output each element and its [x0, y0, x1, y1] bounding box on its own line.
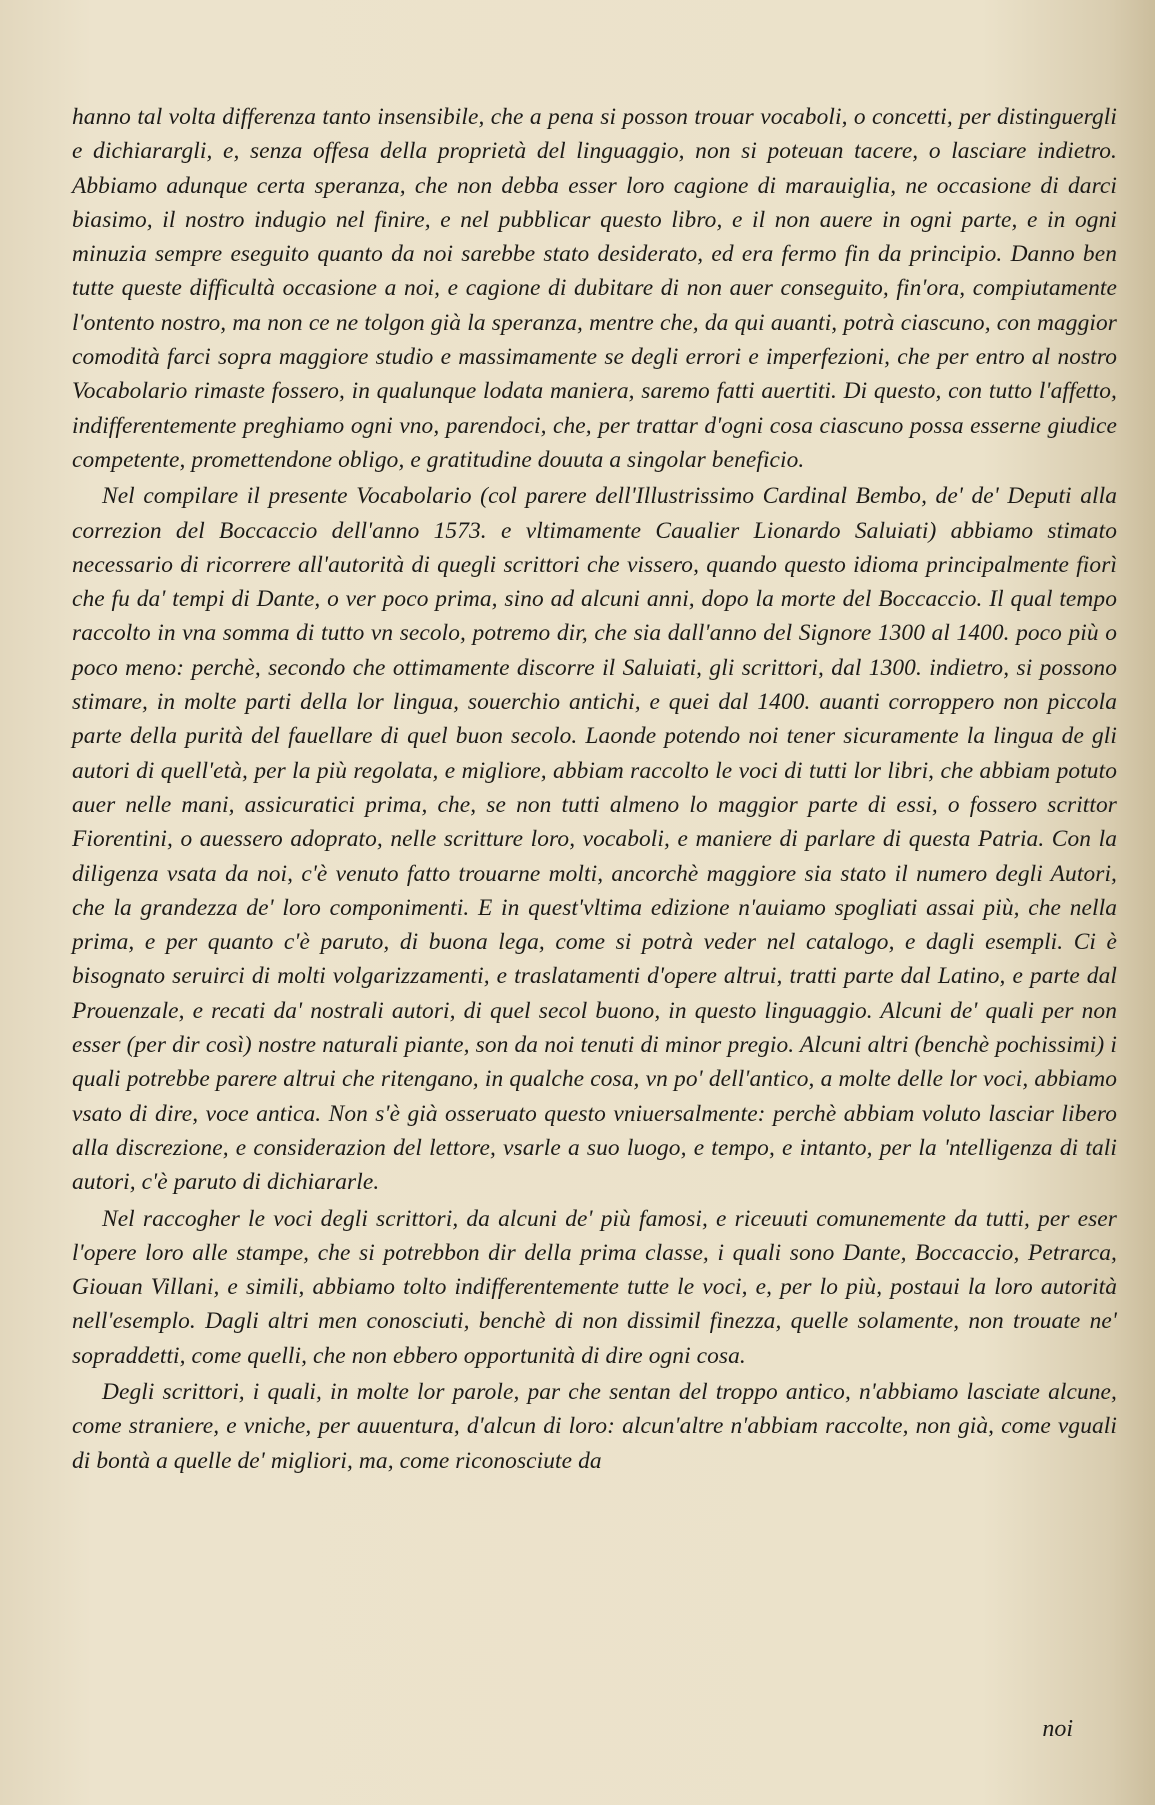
- catchword: noi: [1042, 1716, 1073, 1742]
- paragraph-1: hanno tal volta differenza tanto insensibile, che a pena si posson trouar vocaboli, o concetti, per distinguergli e dichiarargli, e, senza offesa della proprietà del linguaggio, non si poteuan tacere, o lasciare indietro. Abbiamo adunque certa speranza, che non debba esser loro cagione di marauiglia, ne occasione di darci biasimo, il nostro indugio nel finire, e nel pubblicar questo libro, e il non auere in ogni parte, e in ogni minuzia sempre eseguito quanto da noi sarebbe stato desiderato, ed era fermo fin da principio. Danno ben tutte queste difficultà occasione a noi, e cagione di dubitare di non auer conseguito, fin'ora, compiutamente l'ontento nostro, ma non ce ne tolgon già la speranza, mentre che, da qui auanti, potrà ciascuno, con maggior comodità farci sopra maggiore studio e massimamente se degli errori e imperfezioni, che per entro al nostro Vocabolario rimaste fossero, in qualunque lodata maniera, saremo fatti auertiti. Di questo, con tutto l'affetto, indifferentemente preghiamo ogni vno, parendoci, che, per trattar d'ogni cosa ciascuno possa esserne giudice competente, promettendone obligo, e gratitudine douuta a singolar beneficio.: [72, 104, 1117, 473]
- body-text: [72, 100, 1117, 1478]
- paragraph-2: Nel compilare il presente Vocabolario (col parere dell'Illustrissimo Cardinal Bembo, de' de' Deputi alla correzion del Boccaccio dell'anno 1573. e vltimamente Caualier Lionardo Saluiati) abbiamo stimato necessario di ricorrere all'autorità di quegli scrittori che vissero, quando questo idioma principalmente fiorì che fu da' tempi di Dante, o ver poco prima, sino ad alcuni anni, dopo la morte del Boccaccio. Il qual tempo raccolto in vna somma di tutto vn secolo, potremo dir, che sia dall'anno del Signore 1300 al 1400. poco più o poco meno: perchè, secondo che ottimamente discorre il Saluiati, gli scrittori, dal 1300. indietro, si possono stimare, in molte parti della lor lingua, souerchio antichi, e quei dal 1400. auanti corroppero non piccola parte della purità del fauellare di quel buon secolo. Laonde potendo noi tener sicuramente la lingua de gli autori di quell'età, per la più regolata, e migliore, abbiam raccolto le voci di tutti lor libri, che abbiam potuto auer nelle mani, assicuratici prima, che, se non tutti almeno lo maggior parte di essi, o fossero scrittor Fiorentini, o auessero adoprato, nelle scritture loro, vocaboli, e maniere di parlare di questa Patria. Con la diligenza vsata da noi, c'è venuto fatto trouarne molti, ancorchè maggiore sia stato il numero degli Autori, che la grandezza de' loro componimenti. E in quest'vltima edizione n'auiamo spogliati assai più, che nella prima, e per quanto c'è paruto, di buona lega, come si potrà veder nel catalogo, e dagli esempli. Ci è bisognato seruirci di molti volgarizzamenti, e traslatamenti d'opere altrui, tratti parte dal Latino, e parte dal Prouenzale, e recati da' nostrali autori, di quel secol buono, in questo linguaggio. Alcuni de' quali per non esser (per dir così) nostre naturali piante, son da noi tenuti di minor pregio. Alcuni altri (benchè pochissimi) i quali potrebbe parere altrui che ritengano, in qualche cosa, vn po' dell'antico, a molte delle lor voci, abbiamo vsato di dire, voce antica. Non s'è già osseruato questo vniuersalmente: perchè abbiam voluto lasciar libero alla discrezione, e considerazion del lettore, vsarle a suo luogo, e tempo, e intanto, per la 'ntelligenza di tali autori, c'è paruto di dichiararle.: [72, 483, 1117, 1196]
- paragraph-4: Degli scrittori, i quali, in molte lor parole, par che sentan del troppo antico, n'abbiamo lasciate alcune, come straniere, e vniche, per auuentura, d'alcun di loro: alcun'altre n'abbiam raccolte, non già, come vguali di bontà a quelle de' migliori, ma, come riconosciute da: [72, 1378, 1117, 1474]
- paragraph-3: Nel raccogher le voci degli scrittori, da alcuni de' più famosi, e riceuuti comunemente da tutti, per eser l'opere loro alle stampe, che si potrebbon dir della prima classe, i quali sono Dante, Boccaccio, Petrarca, Giouan Villani, e simili, abbiamo tolto indifferentemente tutte le voci, e, per lo più, postaui la loro autorità nell'esemplo. Dagli altri men conosciuti, benchè di non dissimil finezza, quelle solamente, non trouate ne' sopraddetti, come quelli, che non ebbero opportunità di dire ogni cosa.: [72, 1205, 1117, 1369]
